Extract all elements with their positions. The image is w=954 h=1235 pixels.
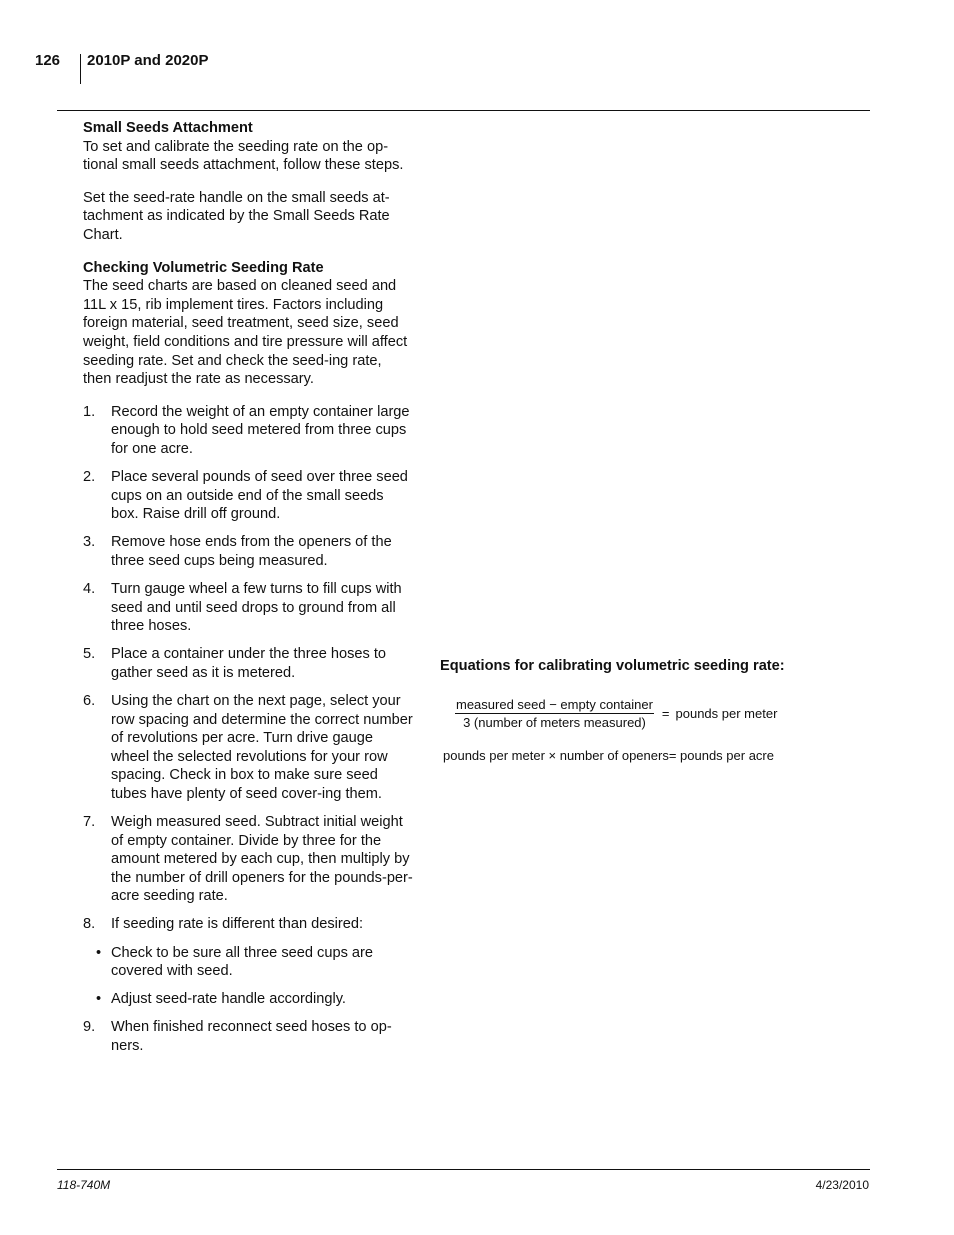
equation-pounds-per-meter (455, 697, 777, 730)
list-item (83, 580, 413, 636)
step-text: Using the chart on the next page, select your row spacing and determine the correct number of revolutions per acre. Turn drive gauge wheel the selected revolutions for your row spacing. Check in box to make sure seed tubes have plenty of seed cover-ing them. (111, 692, 413, 802)
bottom-rule (57, 1169, 870, 1170)
step-text: Place a container under the three hoses to gather seed as it is metered. (111, 646, 387, 681)
bullet-icon: • (96, 944, 102, 961)
left-column (83, 119, 413, 1065)
list-item (83, 692, 413, 804)
footer-date: 4/23/2010 (815, 1178, 869, 1192)
bullet-text: Check to be sure all three seed cups are covered with seed. (111, 944, 374, 980)
bullet-item (83, 944, 413, 981)
step8-bullets (83, 944, 413, 1009)
step-number: 8. (83, 916, 96, 933)
equals-sign: = (661, 706, 670, 721)
list-item (83, 645, 413, 682)
step-text: If seeding rate is different than desired: (111, 916, 364, 933)
step-text: Turn gauge wheel a few turns to fill cups with seed and until seed drops to ground from all three hoses. (111, 580, 402, 635)
equation-numerator: measured seed − empty container (456, 697, 653, 712)
list-item (83, 813, 413, 906)
list-item (83, 468, 413, 524)
step-text: Place several pounds of seed over three seed cups on an outside end of the small seeds box. Raise drill off ground. (111, 469, 408, 523)
equations-heading: Equations for calibrating volumetric seeding rate: (440, 658, 785, 674)
steps-list (83, 403, 413, 1056)
small-seeds-para-2: Set the seed-rate handle on the small seeds at-tachment as indicated by the Small Seeds Rate Chart. (83, 189, 390, 243)
list-item (83, 1018, 413, 1055)
list-item (83, 533, 413, 570)
step-number: 1. (83, 403, 96, 420)
top-rule (57, 110, 870, 111)
step-text: When finished reconnect seed hoses to op-ners. (111, 1019, 392, 1054)
model-title: 2010P and 2020P (87, 52, 209, 69)
volumetric-para: The seed charts are based on cleaned seed and 11L x 15, rib implement tires. Factors including foreign material, seed treatment, seed size, seed weight, field conditions and tire pressure will affect seeding rate. Set and check the seed-ing rate, then readjust the rate as necessary. (83, 278, 408, 388)
equation-result: pounds per meter (675, 706, 778, 721)
volumetric-heading: Checking Volumetric Seeding Rate (83, 259, 324, 276)
step-number: 2. (83, 469, 96, 485)
step-text: Remove hose ends from the openers of the three seed cups being measured. (111, 534, 392, 569)
bullet-text: Adjust seed-rate handle accordingly. (111, 991, 346, 1008)
step-number: 4. (83, 580, 96, 597)
list-item (83, 403, 413, 459)
step-text: Record the weight of an empty container large enough to hold seed metered from three cups for one acre. (111, 403, 410, 457)
step-number: 9. (83, 1019, 96, 1036)
bullet-icon: • (96, 991, 102, 1008)
header-divider (80, 54, 81, 84)
equation-denominator: 3 (number of meters measured) (463, 715, 646, 730)
small-seeds-para-1: To set and calibrate the seeding rate on the op-tional small seeds attachment, follow these steps. (83, 138, 404, 174)
page-number: 126 (35, 52, 61, 69)
small-seeds-heading: Small Seeds Attachment (83, 120, 253, 136)
footer-doc-id: 118-740M (57, 1178, 111, 1192)
step-number: 3. (83, 534, 96, 551)
step-number: 5. (83, 646, 96, 663)
list-item (83, 915, 413, 1008)
step-number: 6. (83, 692, 96, 709)
equation-fraction (455, 697, 654, 730)
step-number: 7. (83, 814, 96, 830)
step-text: Weigh measured seed. Subtract initial weight of empty container. Divide by three for the amount metered by each cup, then multiply by the number of drill openers for the pounds-per-acre seeding rate. (111, 814, 413, 905)
bullet-item (83, 990, 413, 1009)
equation-pounds-per-acre: pounds per meter × number of openers= pounds per acre (443, 748, 774, 763)
